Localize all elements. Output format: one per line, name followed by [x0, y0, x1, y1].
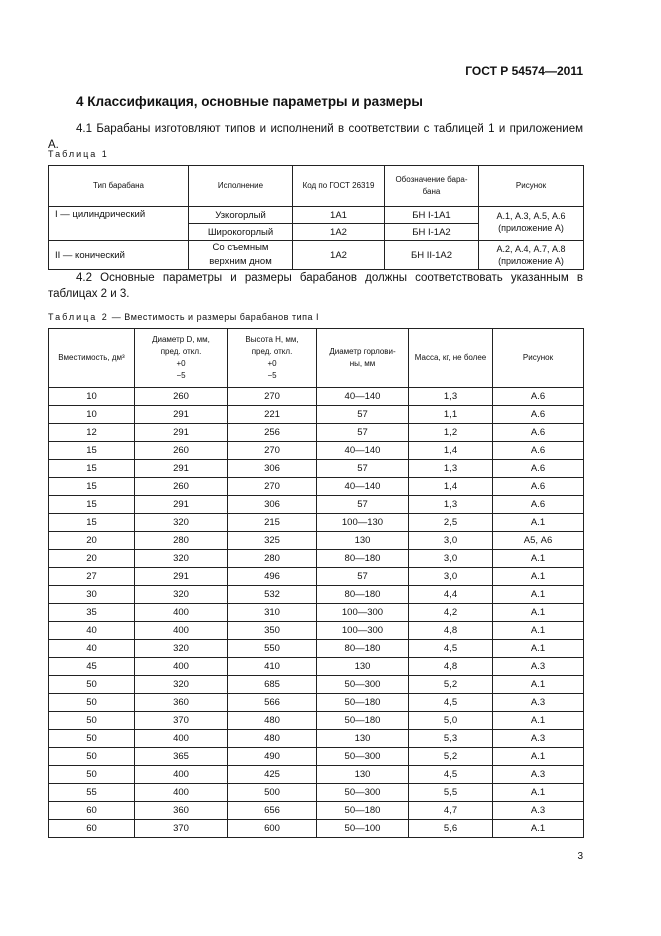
- table1-header-designation: Обозначение бара- бана: [385, 166, 479, 207]
- table2-mass-cell: 3,0: [409, 568, 493, 586]
- table1-type-cell: I — цилиндрический: [49, 207, 189, 241]
- table1-exec-cell: Узкогорлый: [189, 207, 293, 224]
- table2-figure-cell: А.1: [493, 604, 584, 622]
- table2-diameter-cell: 360: [135, 802, 228, 820]
- table2-diameter-cell: 400: [135, 622, 228, 640]
- table1-header-type: Тип барабана: [49, 166, 189, 207]
- table2-figure-cell: А.6: [493, 388, 584, 406]
- table2-mass-cell: 5,3: [409, 730, 493, 748]
- table2-diameter-cell: 370: [135, 712, 228, 730]
- table2-header-mass: Масса, кг, не более: [409, 329, 493, 388]
- table2-mass-cell: 1,4: [409, 478, 493, 496]
- table2-mass-cell: 4,5: [409, 766, 493, 784]
- table2-neck-diameter-cell: 80—180: [317, 640, 409, 658]
- table-row: [49, 442, 584, 460]
- table2-neck-diameter-cell: 50—300: [317, 784, 409, 802]
- table2-mass-cell: 4,5: [409, 640, 493, 658]
- table2-figure-cell: А.6: [493, 424, 584, 442]
- table-row: [49, 640, 584, 658]
- table2-figure-cell: А.6: [493, 496, 584, 514]
- table2-header-row: [49, 329, 584, 388]
- table2-height-cell: 270: [228, 442, 317, 460]
- table2-capacity-cell: 12: [49, 424, 135, 442]
- table-1: [48, 165, 584, 270]
- table2-height-cell: 480: [228, 712, 317, 730]
- table2-capacity-cell: 50: [49, 676, 135, 694]
- table2-diameter-cell: 260: [135, 442, 228, 460]
- table-row: [49, 532, 584, 550]
- table-row: [49, 586, 584, 604]
- table2-neck-diameter-cell: 130: [317, 730, 409, 748]
- table2-figure-cell: А.1: [493, 676, 584, 694]
- table2-figure-cell: А.3: [493, 694, 584, 712]
- table2-mass-cell: 5,2: [409, 676, 493, 694]
- table2-mass-cell: 1,3: [409, 388, 493, 406]
- table2-height-cell: 480: [228, 730, 317, 748]
- table2-figure-cell: А.1: [493, 820, 584, 838]
- table2-diameter-cell: 365: [135, 748, 228, 766]
- table2-neck-diameter-cell: 130: [317, 532, 409, 550]
- table1-header-figure: Рисунок: [479, 166, 584, 207]
- table2-capacity-cell: 50: [49, 748, 135, 766]
- table2-diameter-cell: 280: [135, 532, 228, 550]
- table2-mass-cell: 4,2: [409, 604, 493, 622]
- table2-mass-cell: 1,3: [409, 460, 493, 478]
- table2-height-cell: 550: [228, 640, 317, 658]
- table-row: [49, 820, 584, 838]
- table1-figure-cell: А.1, А.3, А.5, А.6 (приложение А): [479, 207, 584, 241]
- table2-mass-cell: 1,4: [409, 442, 493, 460]
- page-number: 3: [577, 851, 583, 862]
- table2-figure-cell: А.6: [493, 460, 584, 478]
- table2-height-cell: 310: [228, 604, 317, 622]
- table2-diameter-cell: 291: [135, 460, 228, 478]
- table2-mass-cell: 5,5: [409, 784, 493, 802]
- table2-height-cell: 500: [228, 784, 317, 802]
- table2-neck-diameter-cell: 40—140: [317, 478, 409, 496]
- table2-diameter-cell: 320: [135, 550, 228, 568]
- table2-diameter-cell: 400: [135, 766, 228, 784]
- table2-mass-cell: 1,3: [409, 496, 493, 514]
- table2-capacity-cell: 15: [49, 496, 135, 514]
- table2-height-cell: 425: [228, 766, 317, 784]
- table2-capacity-cell: 10: [49, 388, 135, 406]
- table-row: [49, 622, 584, 640]
- table-row: [49, 478, 584, 496]
- table1-caption: Таблица 1: [48, 149, 109, 159]
- table2-diameter-cell: 320: [135, 640, 228, 658]
- table1-code-cell: 1А2: [293, 224, 385, 241]
- table-row: [49, 802, 584, 820]
- table2-figure-cell: А.6: [493, 406, 584, 424]
- table2-diameter-cell: 400: [135, 658, 228, 676]
- table2-mass-cell: 4,8: [409, 622, 493, 640]
- table2-diameter-cell: 400: [135, 730, 228, 748]
- table2-neck-diameter-cell: 40—140: [317, 442, 409, 460]
- table1-code-cell: 1А1: [293, 207, 385, 224]
- table2-height-cell: 532: [228, 586, 317, 604]
- table1-type-cell: II — конический: [49, 241, 189, 270]
- table-row: [49, 514, 584, 532]
- table2-height-cell: 490: [228, 748, 317, 766]
- table2-caption-label: Таблица 2: [48, 312, 109, 322]
- table2-mass-cell: 4,8: [409, 658, 493, 676]
- table2-diameter-cell: 360: [135, 694, 228, 712]
- table2-figure-cell: А.1: [493, 568, 584, 586]
- table2-figure-cell: А.1: [493, 784, 584, 802]
- table-row: [49, 424, 584, 442]
- table1-figure-cell: А.2, А.4, А.7, А.8 (приложение А): [479, 241, 584, 270]
- table2-capacity-cell: 30: [49, 586, 135, 604]
- table-row: [49, 406, 584, 424]
- table-row: [49, 730, 584, 748]
- table2-neck-diameter-cell: 50—300: [317, 676, 409, 694]
- table2-neck-diameter-cell: 57: [317, 568, 409, 586]
- table2-capacity-cell: 15: [49, 442, 135, 460]
- table2-mass-cell: 4,7: [409, 802, 493, 820]
- table2-neck-diameter-cell: 50—300: [317, 748, 409, 766]
- table2-diameter-cell: 320: [135, 676, 228, 694]
- table-row: [49, 241, 584, 270]
- table2-diameter-cell: 260: [135, 388, 228, 406]
- table2-header-neck-diameter: Диаметр горлови- ны, мм: [317, 329, 409, 388]
- table-row: [49, 784, 584, 802]
- table2-caption-text: — Вместимость и размеры барабанов типа I: [108, 312, 319, 322]
- table2-neck-diameter-cell: 57: [317, 406, 409, 424]
- table2-neck-diameter-cell: 57: [317, 424, 409, 442]
- table2-capacity-cell: 60: [49, 820, 135, 838]
- table2-diameter-cell: 320: [135, 514, 228, 532]
- table2-figure-cell: А.3: [493, 730, 584, 748]
- table2-figure-cell: А.3: [493, 802, 584, 820]
- table2-neck-diameter-cell: 57: [317, 460, 409, 478]
- table2-figure-cell: А.6: [493, 442, 584, 460]
- table2-figure-cell: А.1: [493, 712, 584, 730]
- table-row: [49, 604, 584, 622]
- table2-height-cell: 410: [228, 658, 317, 676]
- table2-figure-cell: А.1: [493, 586, 584, 604]
- table-row: [49, 388, 584, 406]
- table2-mass-cell: 2,5: [409, 514, 493, 532]
- table-row: [49, 676, 584, 694]
- table2-mass-cell: 1,2: [409, 424, 493, 442]
- table2-height-cell: 350: [228, 622, 317, 640]
- table2-figure-cell: А.1: [493, 640, 584, 658]
- table2-neck-diameter-cell: 40—140: [317, 388, 409, 406]
- table1-designation-cell: БН I-1А2: [385, 224, 479, 241]
- table2-header-figure: Рисунок: [493, 329, 584, 388]
- table2-height-cell: 215: [228, 514, 317, 532]
- table2-diameter-cell: 291: [135, 424, 228, 442]
- table2-mass-cell: 4,5: [409, 694, 493, 712]
- table2-height-cell: 685: [228, 676, 317, 694]
- table-row: [49, 748, 584, 766]
- table2-figure-cell: А.3: [493, 658, 584, 676]
- table2-capacity-cell: 45: [49, 658, 135, 676]
- table2-diameter-cell: 400: [135, 784, 228, 802]
- table2-capacity-cell: 27: [49, 568, 135, 586]
- table2-mass-cell: 1,1: [409, 406, 493, 424]
- table2-neck-diameter-cell: 100—130: [317, 514, 409, 532]
- table2-diameter-cell: 291: [135, 406, 228, 424]
- table2-height-cell: 306: [228, 496, 317, 514]
- table2-header-diameter: Диаметр D, мм, пред. откл. +0 −5: [135, 329, 228, 388]
- table2-figure-cell: А.1: [493, 550, 584, 568]
- table2-capacity-cell: 35: [49, 604, 135, 622]
- table-row: [49, 568, 584, 586]
- table2-capacity-cell: 60: [49, 802, 135, 820]
- table2-figure-cell: А5, А6: [493, 532, 584, 550]
- section-title: 4 Классификация, основные параметры и размеры: [76, 94, 423, 109]
- table2-diameter-cell: 291: [135, 568, 228, 586]
- table2-capacity-cell: 50: [49, 766, 135, 784]
- table2-neck-diameter-cell: 130: [317, 658, 409, 676]
- table1-header-execution: Исполнение: [189, 166, 293, 207]
- paragraph-4-2: 4.2 Основные параметры и размеры барабанов должны соответствовать указанным в таблицах 2 и 3.: [48, 272, 583, 300]
- table2-height-cell: 496: [228, 568, 317, 586]
- table2-header-capacity: Вместимость, дм³: [49, 329, 135, 388]
- table2-height-cell: 306: [228, 460, 317, 478]
- table2-neck-diameter-cell: 100—300: [317, 604, 409, 622]
- table2-diameter-cell: 291: [135, 496, 228, 514]
- table2-capacity-cell: 50: [49, 730, 135, 748]
- table2-height-cell: 566: [228, 694, 317, 712]
- table1-designation-cell: БН II-1А2: [385, 241, 479, 270]
- table2-height-cell: 256: [228, 424, 317, 442]
- table2-capacity-cell: 15: [49, 514, 135, 532]
- table-2: [48, 328, 584, 838]
- table2-figure-cell: А.1: [493, 748, 584, 766]
- table2-figure-cell: А.3: [493, 766, 584, 784]
- document-code: ГОСТ Р 54574—2011: [465, 64, 583, 78]
- table2-height-cell: 270: [228, 478, 317, 496]
- table2-capacity-cell: 50: [49, 694, 135, 712]
- table2-neck-diameter-cell: 80—180: [317, 550, 409, 568]
- table2-height-cell: 221: [228, 406, 317, 424]
- table2-diameter-cell: 260: [135, 478, 228, 496]
- table2-figure-cell: А.6: [493, 478, 584, 496]
- table-row: [49, 207, 584, 224]
- paragraph-4-1: 4.1 Барабаны изготовляют типов и исполнений в соответствии с таблицей 1 и приложением А.: [48, 123, 583, 151]
- table-row: [49, 694, 584, 712]
- table2-caption: [48, 312, 319, 322]
- table2-capacity-cell: 20: [49, 532, 135, 550]
- table-row: [49, 460, 584, 478]
- table2-diameter-cell: 320: [135, 586, 228, 604]
- table-row: [49, 496, 584, 514]
- table2-header-height: Высота H, мм, пред. откл. +0 −5: [228, 329, 317, 388]
- table2-height-cell: 656: [228, 802, 317, 820]
- table2-capacity-cell: 20: [49, 550, 135, 568]
- table2-neck-diameter-cell: 80—180: [317, 586, 409, 604]
- table1-exec-cell: Со съемным верхним дном: [189, 241, 293, 270]
- table2-capacity-cell: 55: [49, 784, 135, 802]
- table2-mass-cell: 5,0: [409, 712, 493, 730]
- table-row: [49, 766, 584, 784]
- table2-height-cell: 280: [228, 550, 317, 568]
- table2-height-cell: 270: [228, 388, 317, 406]
- table2-neck-diameter-cell: 50—180: [317, 694, 409, 712]
- table1-code-cell: 1А2: [293, 241, 385, 270]
- table-row: [49, 712, 584, 730]
- table2-height-cell: 325: [228, 532, 317, 550]
- table2-figure-cell: А.1: [493, 514, 584, 532]
- table2-body: [49, 388, 584, 838]
- table1-exec-cell: Широкогорлый: [189, 224, 293, 241]
- table2-capacity-cell: 10: [49, 406, 135, 424]
- table2-diameter-cell: 370: [135, 820, 228, 838]
- table2-neck-diameter-cell: 57: [317, 496, 409, 514]
- table2-diameter-cell: 400: [135, 604, 228, 622]
- table1-header-code: Код по ГОСТ 26319: [293, 166, 385, 207]
- table2-figure-cell: А.1: [493, 622, 584, 640]
- table-row: [49, 550, 584, 568]
- table2-neck-diameter-cell: 50—180: [317, 712, 409, 730]
- table1-designation-cell: БН I-1А1: [385, 207, 479, 224]
- table2-mass-cell: 4,4: [409, 586, 493, 604]
- table2-capacity-cell: 40: [49, 640, 135, 658]
- table2-capacity-cell: 50: [49, 712, 135, 730]
- table2-capacity-cell: 40: [49, 622, 135, 640]
- table2-neck-diameter-cell: 50—100: [317, 820, 409, 838]
- table2-mass-cell: 3,0: [409, 532, 493, 550]
- table2-height-cell: 600: [228, 820, 317, 838]
- table2-neck-diameter-cell: 130: [317, 766, 409, 784]
- table2-capacity-cell: 15: [49, 460, 135, 478]
- table2-mass-cell: 5,6: [409, 820, 493, 838]
- table2-neck-diameter-cell: 100—300: [317, 622, 409, 640]
- table2-mass-cell: 5,2: [409, 748, 493, 766]
- table2-mass-cell: 3,0: [409, 550, 493, 568]
- table2-capacity-cell: 15: [49, 478, 135, 496]
- table1-header-row: [49, 166, 584, 207]
- table-row: [49, 658, 584, 676]
- table2-neck-diameter-cell: 50—180: [317, 802, 409, 820]
